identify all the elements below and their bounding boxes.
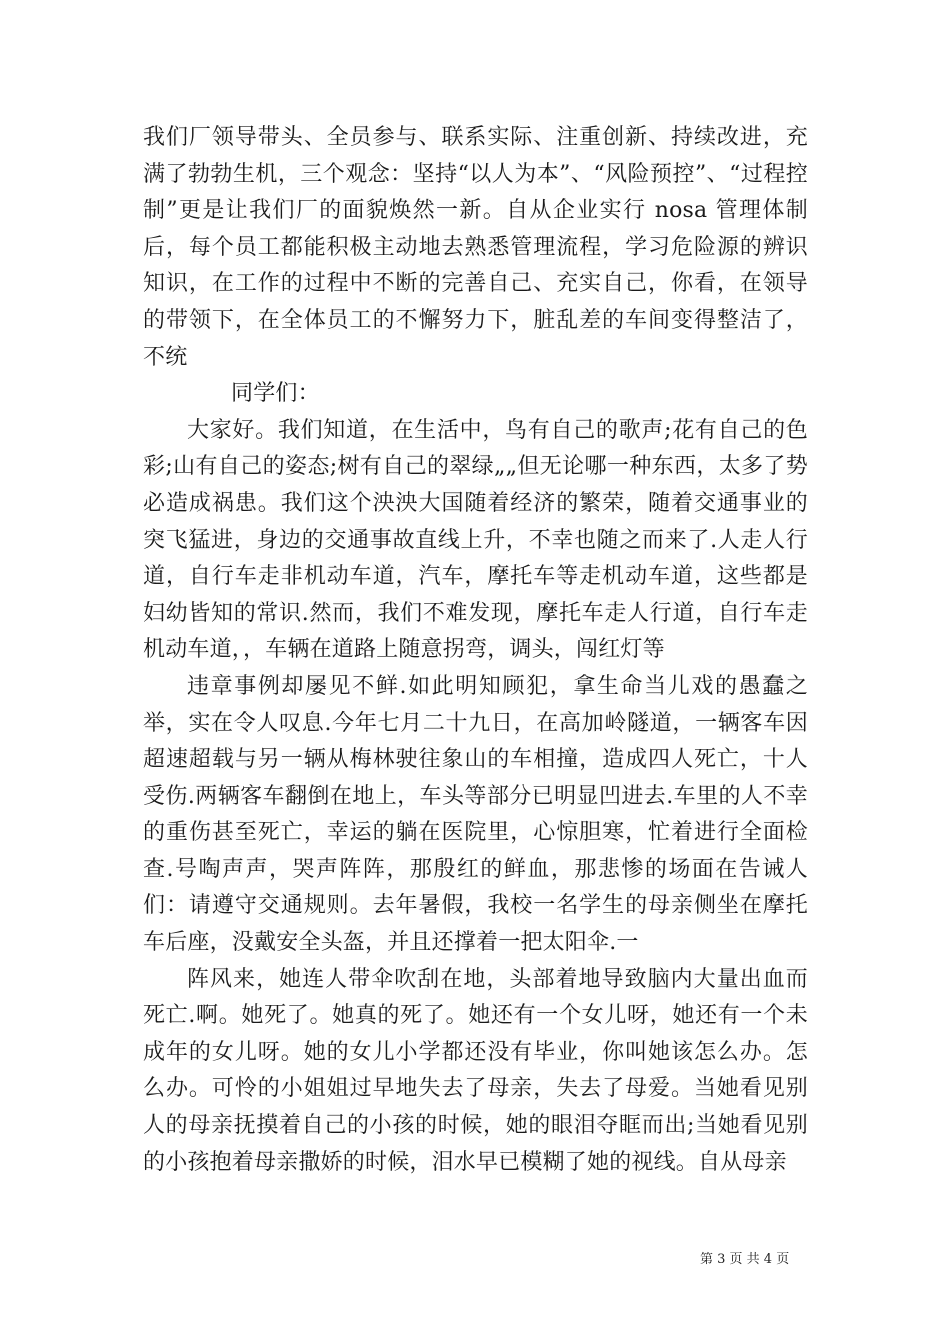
paragraph-mother: 阵风来，她连人带伞吹刮在地，头部着地导致脑内大量出血而死亡.啊。她死了。她真的死了。她还有一个女儿呀，她还有一个未成年的女儿呀。她的女儿小学都还没有毕业，你叫她该怎么办。怎么办。可怜的小姐姐过早地失去了母亲，失去了母爱。当她看见别人的母亲抚摸着自己的小孩的时候，她的眼泪夺眶而出;当她看见别的小孩抱着母亲撒娇的时候，泪水早已模糊了她的视线。自从母亲: [143, 966, 808, 1175]
paragraph-greeting: 大家好。我们知道，在生活中，鸟有自己的歌声;花有自己的色彩;山有自己的姿态;树有自己的翠绿„„但无论哪一种东西，太多了势必造成祸患。我们这个泱泱大国随着经济的繁荣，随着交通事业的突飞猛进，身边的交通事故直线上升，不幸也随之而来了.人走人行道，自行车走非机动车道，汽车，摩托车等走机动车道，这些都是妇幼皆知的常识.然而，我们不难发现，摩托车走人行道，自行车走机动车道，，车辆在道路上随意拐弯，调头，闯红灯等: [143, 417, 808, 663]
salutation: 同学们：: [231, 381, 320, 407]
page-number: 第 3 页 共 4 页: [700, 1252, 790, 1267]
paragraph-accident: 违章事例却屡见不鲜.如此明知顾犯，拿生命当儿戏的愚蠢之举，实在令人叹息.今年七月二十九日，在高加岭隧道，一辆客车因超速超载与另一辆从梅林驶往象山的车相撞，造成四人死亡，十人受伤.两辆客车翻倒在地上，车头等部分已明显凹进去.车里的人不幸的重伤甚至死亡，幸运的躺在医院里，心惊胆寒，忙着进行全面检查.号啕声声，哭声阵阵，那殷红的鲜血，那悲惨的场面在告诫人们：请遵守交通规则。去年暑假，我校一名学生的母亲侧坐在摩托车后座，没戴安全头盔，并且还撑着一把太阳伞.一: [143, 673, 808, 956]
document-body: [143, 120, 808, 1181]
paragraph-management: 我们厂领导带头、全员参与、联系实际、注重创新、持续改进，充满了勃勃生机，三个观念：坚持“以人为本”、“风险预控”、“过程控制”更是让我们厂的面貌焕然一新。自从企业实行 nosa 管理体制后，每个员工都能积极主动地去熟悉管理流程，学习危险源的辨识知识，在工作的过程中不断的完善自己、充实自己，你看，在领导的带领下，在全体员工的不懈努力下，脏乱差的车间变得整洁了，不统: [143, 125, 808, 370]
